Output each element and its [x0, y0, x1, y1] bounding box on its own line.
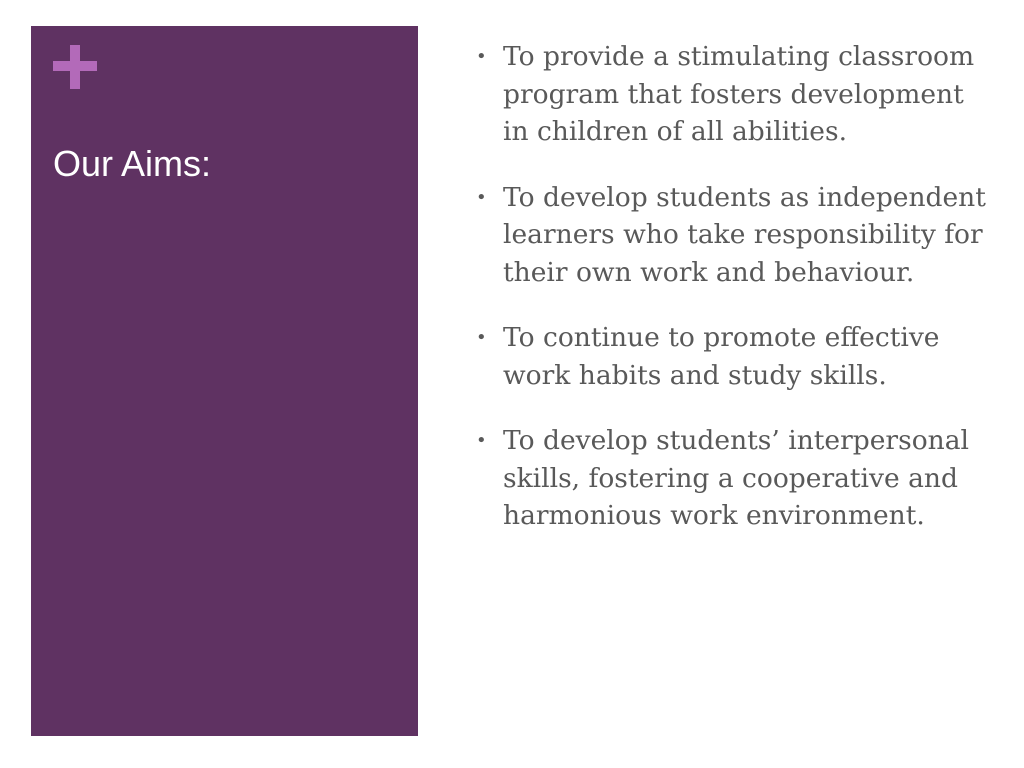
title-panel — [31, 26, 418, 736]
list-item — [476, 38, 986, 151]
bullet-icon: • — [476, 186, 487, 208]
list-item — [476, 422, 986, 535]
plus-icon-vertical-bar — [70, 45, 80, 89]
slide-title: Our Aims: — [53, 143, 212, 184]
list-item-text: To develop students as independent learners who take responsibility for their own work and behaviour. — [503, 181, 986, 288]
bullet-icon: • — [476, 46, 487, 67]
aims-list — [476, 38, 986, 535]
plus-icon — [53, 45, 97, 89]
list-item-text: To provide a stimulating classroom program that fosters development in children of all abilities. — [503, 41, 975, 147]
bullet-icon: • — [476, 327, 487, 348]
bullet-icon: • — [476, 430, 487, 451]
list-item — [476, 319, 986, 394]
list-item — [476, 179, 986, 292]
list-item-text: To develop students’ interpersonal skills, fostering a cooperative and harmonious work environment. — [503, 425, 969, 531]
list-item-text: To continue to promote effective work habits and study skills. — [503, 322, 940, 391]
content-area — [476, 38, 986, 563]
